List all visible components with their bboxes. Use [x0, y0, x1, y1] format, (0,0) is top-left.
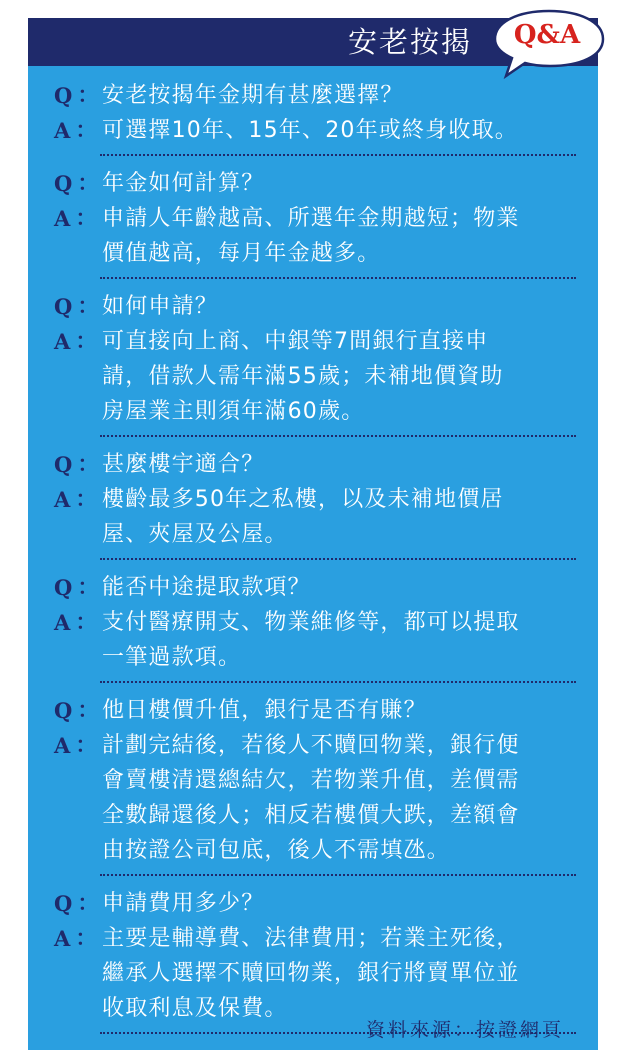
- question-line: [54, 693, 580, 728]
- marker-colon: ：: [75, 329, 98, 353]
- answer-text: 樓齡最多50年之私樓，以及未補地價居: [102, 487, 504, 512]
- answer-marker: [54, 921, 102, 956]
- a-letter: A: [54, 118, 72, 143]
- marker-colon: ：: [77, 452, 100, 476]
- a-letter: A: [54, 610, 72, 635]
- answer-line: [54, 113, 580, 148]
- question-line: [54, 166, 580, 201]
- answer-text: 可選擇10年、15年、20年或終身收取。: [102, 118, 518, 143]
- answer-text: 申請人年齡越高、所選年金期越短；物業: [102, 206, 520, 231]
- qa-item: [28, 693, 598, 868]
- qa-item: [28, 78, 598, 148]
- answer-text: 全數歸還後人；相反若樓價大跌，差額會: [102, 803, 520, 828]
- question-text: 年金如何計算？: [102, 171, 265, 196]
- question-text: 他日樓價升值，銀行是否有賺？: [102, 698, 427, 723]
- qa-speech-bubble: [492, 8, 606, 74]
- answer-text: 由按證公司包底，後人不需填氹。: [102, 838, 451, 863]
- answer-line: [54, 394, 580, 429]
- answer-text: 請，借款人需年滿55歲；未補地價資助: [102, 364, 504, 389]
- question-marker: [54, 447, 102, 482]
- answer-line: [54, 236, 580, 271]
- dotted-divider: [100, 681, 576, 683]
- qa-list: [28, 78, 598, 1044]
- qa-badge: Q&A: [513, 20, 581, 50]
- question-line: [54, 447, 580, 482]
- question-line: [54, 886, 580, 921]
- question-line: [54, 289, 580, 324]
- answer-text: 可直接向上商、中銀等7間銀行直接申: [102, 329, 489, 354]
- qa-item: [28, 886, 598, 1026]
- marker-colon: ：: [75, 118, 98, 142]
- question-text: 申請費用多少？: [102, 891, 265, 916]
- answer-line: [54, 324, 580, 359]
- answer-line: [54, 763, 580, 798]
- marker-colon: ：: [77, 294, 100, 318]
- a-letter: A: [54, 487, 72, 512]
- marker-colon: ：: [75, 487, 98, 511]
- answer-marker: [54, 482, 102, 517]
- qa-item: [28, 166, 598, 271]
- q-letter: Q: [54, 891, 74, 916]
- answer-line: [54, 921, 580, 956]
- marker-colon: ：: [75, 206, 98, 230]
- marker-colon: ：: [77, 698, 100, 722]
- answer-line: [54, 956, 580, 991]
- qa-item: [28, 447, 598, 552]
- marker-colon: ：: [77, 575, 100, 599]
- question-marker: [54, 886, 102, 921]
- qa-item: [28, 289, 598, 429]
- dotted-divider: [100, 277, 576, 279]
- answer-line: [54, 201, 580, 236]
- answer-line: [54, 517, 580, 552]
- answer-text: 一筆過款項。: [102, 645, 242, 670]
- answer-marker: [54, 728, 102, 763]
- answer-text: 房屋業主則須年滿60歲。: [102, 399, 365, 424]
- a-letter: A: [54, 926, 72, 951]
- question-text: 安老按揭年金期有甚麼選擇？: [102, 83, 404, 108]
- answer-line: [54, 640, 580, 675]
- dotted-divider: [100, 154, 576, 156]
- answer-line: [54, 728, 580, 763]
- answer-marker: [54, 605, 102, 640]
- answer-marker: [54, 201, 102, 236]
- question-text: 甚麼樓宇適合？: [102, 452, 265, 477]
- dotted-divider: [100, 558, 576, 560]
- source-credit: 資料來源：按證網頁: [365, 1019, 564, 1041]
- question-line: [54, 570, 580, 605]
- qa-item: [28, 570, 598, 675]
- dotted-divider: [100, 874, 576, 876]
- marker-colon: ：: [75, 926, 98, 950]
- answer-text: 屋、夾屋及公屋。: [102, 522, 288, 547]
- answer-text: 繼承人選擇不贖回物業，銀行將賣單位並: [102, 961, 520, 986]
- answer-line: [54, 482, 580, 517]
- answer-text: 價值越高，每月年金越多。: [102, 241, 381, 266]
- answer-line: [54, 359, 580, 394]
- answer-text: 會賣樓清還總結欠，若物業升值，差價需: [102, 768, 520, 793]
- q-letter: Q: [54, 171, 74, 196]
- question-text: 如何申請？: [102, 294, 219, 319]
- q-letter: Q: [54, 83, 74, 108]
- question-marker: [54, 693, 102, 728]
- a-letter: A: [54, 329, 72, 354]
- marker-colon: ：: [75, 733, 98, 757]
- question-marker: [54, 78, 102, 113]
- answer-text: 支付醫療開支、物業維修等，都可以提取: [102, 610, 520, 635]
- question-marker: [54, 289, 102, 324]
- q-letter: Q: [54, 294, 74, 319]
- answer-text: 計劃完結後，若後人不贖回物業，銀行便: [102, 733, 520, 758]
- marker-colon: ：: [75, 610, 98, 634]
- question-text: 能否中途提取款項？: [102, 575, 311, 600]
- question-marker: [54, 570, 102, 605]
- question-line: [54, 78, 580, 113]
- dotted-divider: [100, 435, 576, 437]
- answer-marker: [54, 113, 102, 148]
- marker-colon: ：: [77, 171, 100, 195]
- answer-marker: [54, 324, 102, 359]
- a-letter: A: [54, 206, 72, 231]
- answer-line: [54, 833, 580, 868]
- question-marker: [54, 166, 102, 201]
- a-letter: A: [54, 733, 72, 758]
- q-letter: Q: [54, 452, 74, 477]
- marker-colon: ：: [77, 891, 100, 915]
- q-letter: Q: [54, 698, 74, 723]
- marker-colon: ：: [77, 83, 100, 107]
- answer-text: 主要是輔導費、法律費用；若業主死後，: [102, 926, 520, 951]
- answer-line: [54, 798, 580, 833]
- q-letter: Q: [54, 575, 74, 600]
- page-title: 安老按揭: [347, 25, 472, 59]
- answer-line: [54, 605, 580, 640]
- answer-text: 收取利息及保費。: [102, 996, 288, 1021]
